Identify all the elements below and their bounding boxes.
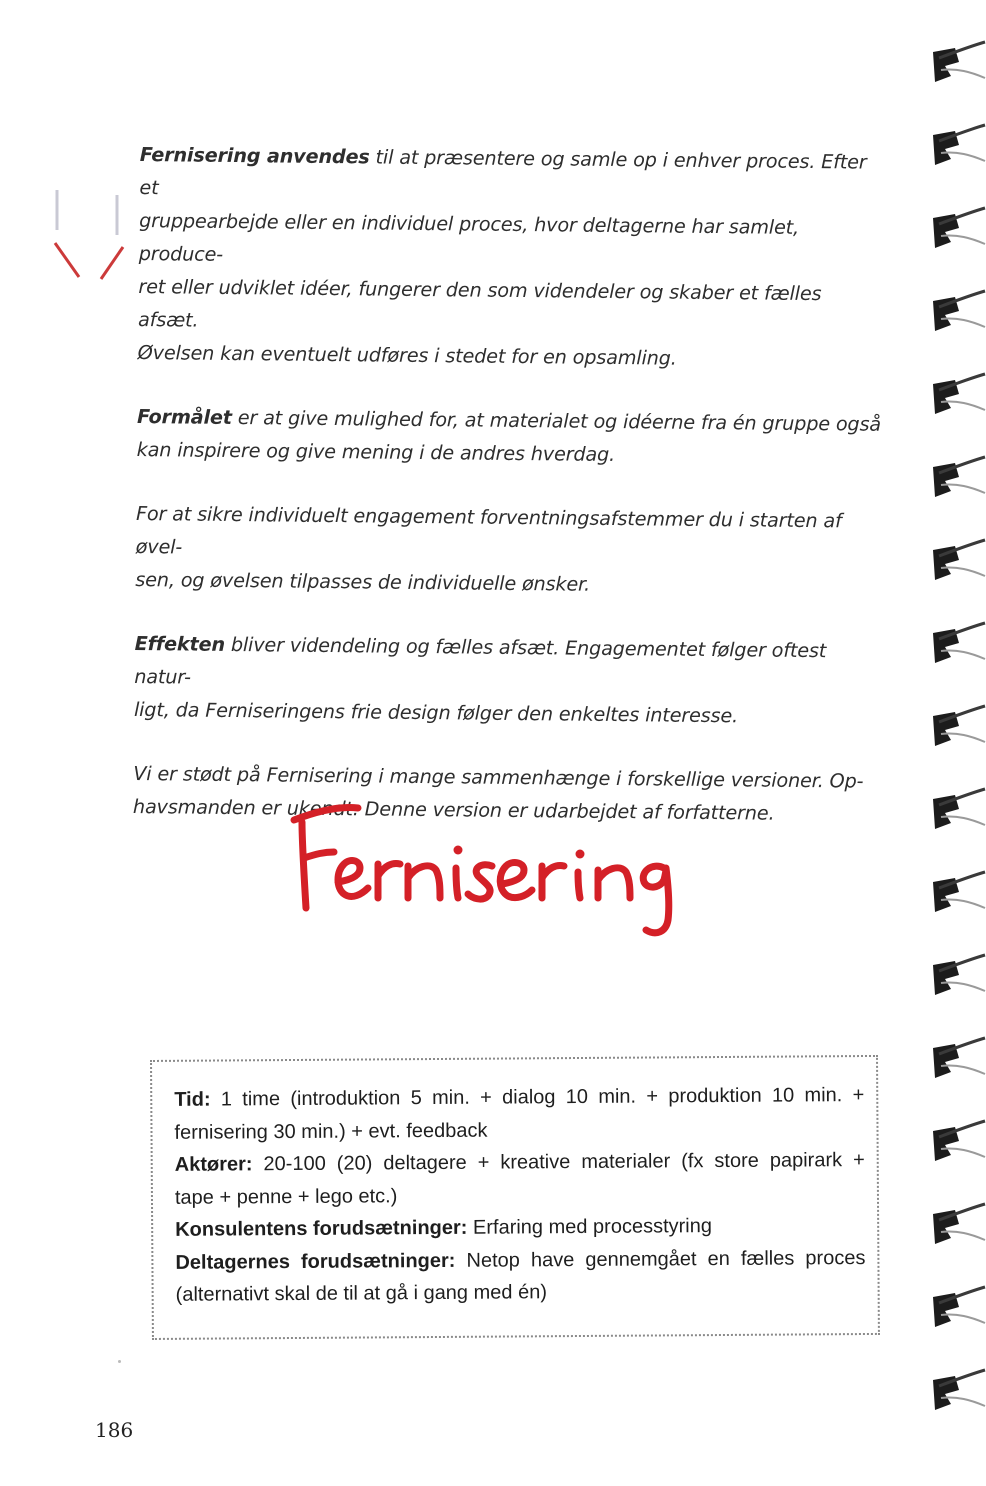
binding-ring <box>933 789 985 829</box>
info-value: (alternativt skal de til at gå i gang med én) <box>175 1281 548 1306</box>
info-line <box>175 1242 865 1279</box>
binding-ring <box>933 374 985 414</box>
binding-ring <box>933 208 985 248</box>
paragraph-text: havsmanden er ukendt. Denne version er udarbejdet af forfatterne. <box>132 794 775 825</box>
info-label: Tid: <box>174 1088 211 1111</box>
binding-ring <box>933 457 985 497</box>
binding-ring <box>933 42 985 82</box>
binding-ring <box>933 1287 985 1327</box>
binding-ring <box>933 623 985 663</box>
paragraph-text: kan inspirere og give mening i de andres hverdag. <box>136 437 616 466</box>
info-value: 1 time (introduktion 5 min. + dialog 10 min. + produktion 10 min. + <box>210 1084 865 1111</box>
intro-paragraph <box>137 400 883 474</box>
lead-term: Fernisering anvendes <box>139 142 370 169</box>
info-value: fernisering 30 min.) + evt. feedback <box>174 1119 488 1144</box>
info-line <box>175 1144 865 1181</box>
stray-dot <box>118 1360 121 1363</box>
intro-paragraph <box>135 497 881 604</box>
info-label: Aktører: <box>174 1153 253 1176</box>
binding-ring <box>933 1204 985 1244</box>
paragraph-text: Vi er stødt på Fernisering i mange sammenhænge i forskellige versioner. Op- <box>133 761 864 793</box>
paragraph-text: er at give mulighed for, at materialet og idéerne fra én gruppe også <box>231 405 882 436</box>
paragraph-text: For at sikre individuelt engagement forventningsafstemmer du i starten af øvel- <box>135 501 842 559</box>
info-label: Deltagernes forudsætninger: <box>175 1249 456 1274</box>
paragraph-text: ligt, da Ferniseringens frie design følger den enkeltes interesse. <box>133 697 739 728</box>
info-value: Erfaring med processtyring <box>467 1215 713 1239</box>
intro-paragraph <box>134 627 880 734</box>
binding-ring <box>933 1121 985 1161</box>
binding-ring <box>933 540 985 580</box>
info-box <box>150 1055 880 1340</box>
info-line <box>175 1177 865 1214</box>
page-number: 186 <box>95 1418 134 1442</box>
binding-ring <box>933 291 985 331</box>
paragraph-text: til at præsentere og samle op i enhver proces. Efter et <box>139 145 867 200</box>
paragraph-text: ret eller udviklet idéer, fungerer den som videndeler og skaber et fælles afsæt. <box>137 274 822 332</box>
lead-term: Effekten <box>134 631 226 656</box>
lead-term: Formålet <box>136 404 232 429</box>
paragraph-text: Øvelsen kan eventuelt udføres i stedet for en opsamling. <box>137 340 677 370</box>
intro-text <box>133 138 885 862</box>
title-wordmark <box>280 780 700 950</box>
binding-ring <box>933 1370 985 1410</box>
binding-ring <box>933 1038 985 1078</box>
binding-ring <box>933 955 985 995</box>
info-line <box>174 1079 864 1116</box>
info-label: Konsulentens forudsætninger: <box>175 1216 468 1241</box>
intro-paragraph <box>138 138 885 377</box>
binding-ring <box>933 125 985 165</box>
info-value: 20-100 (20) deltagere + kreative materialer (fx store papirark + <box>252 1149 865 1176</box>
crossing-lines-icon <box>45 185 135 295</box>
paragraph-text: gruppearbejde eller en individuel proces, hvor deltagerne har samlet, produce- <box>138 208 800 266</box>
info-value: tape + penne + lego etc.) <box>174 1184 398 1209</box>
info-line <box>175 1209 865 1246</box>
paragraph-text: bliver videndeling og fælles afsæt. Engagementet følger oftest natur- <box>134 632 827 689</box>
binding-ring <box>933 872 985 912</box>
info-box-content <box>174 1079 866 1311</box>
binding-ring <box>933 706 985 746</box>
info-value: Netop have gennemgået en fælles proces <box>455 1246 866 1272</box>
info-line <box>176 1274 866 1311</box>
spiral-binding-icon <box>925 40 986 1486</box>
paragraph-text: sen, og øvelsen tilpasses de individuelle ønsker. <box>135 567 591 596</box>
info-line <box>174 1112 864 1149</box>
